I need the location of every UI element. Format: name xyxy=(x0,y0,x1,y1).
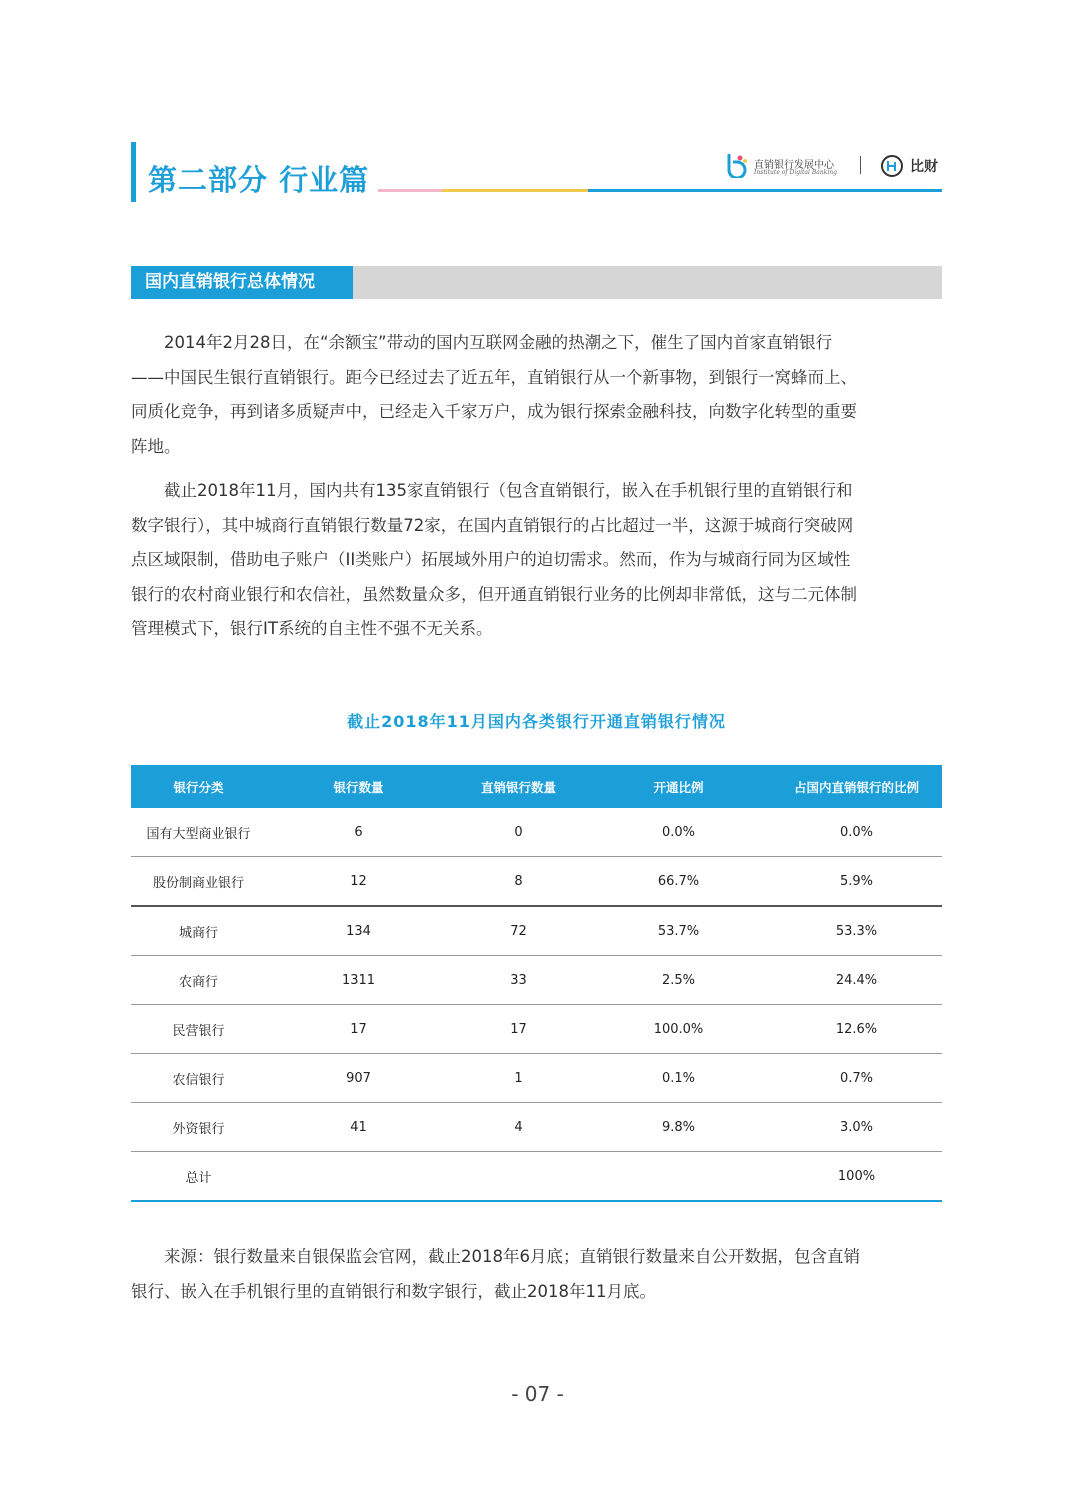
text-line: 阵地。 xyxy=(131,436,181,456)
text-line: 银行、嵌入在手机银行里的直销银行和数字银行，截止2018年11月底。 xyxy=(131,1281,656,1301)
table-cell: 民营银行 xyxy=(131,1005,266,1054)
table-cell: 城商行 xyxy=(131,906,266,956)
table-cell xyxy=(451,1152,586,1202)
column-header: 占国内直销银行的比例 xyxy=(771,765,942,808)
table-cell: 3.0% xyxy=(771,1103,942,1152)
table-cell: 0 xyxy=(451,808,586,857)
table-cell: 53.3% xyxy=(771,906,942,956)
column-header: 银行数量 xyxy=(266,765,451,808)
column-header: 开通比例 xyxy=(586,765,771,808)
table-cell: 12.6% xyxy=(771,1005,942,1054)
table-cell: 24.4% xyxy=(771,956,942,1005)
text-line: 来源：银行数量来自银保监会官网，截止2018年6月底；直销银行数量来自公开数据，包含直销 xyxy=(131,1247,860,1266)
table-cell: 8 xyxy=(451,857,586,907)
table-cell: 12 xyxy=(266,857,451,907)
bank-statistics-table xyxy=(131,765,942,1202)
idb-logo-english-name: Institute of Digital Banking xyxy=(754,169,837,176)
text-line: 同质化竞争，再到诸多质疑声中，已经走入千家万户，成为银行探索金融科技，向数字化转型的重要 xyxy=(131,402,857,421)
table-cell: 农商行 xyxy=(131,956,266,1005)
table-cell: 1311 xyxy=(266,956,451,1005)
table-total-row xyxy=(131,1152,942,1202)
table-cell: 4 xyxy=(451,1103,586,1152)
table-cell: 0.1% xyxy=(586,1054,771,1103)
text-line: 截止2018年11月，国内共有135家直销银行（包含直销银行，嵌入在手机银行里的直销银行和 xyxy=(131,481,853,500)
idb-logo-name: 直销银行发展中心 xyxy=(754,160,834,171)
table-cell: 17 xyxy=(266,1005,451,1054)
title-underline xyxy=(378,189,942,192)
table-cell: 总计 xyxy=(131,1152,266,1202)
table-row xyxy=(131,906,942,956)
table-cell: 100% xyxy=(771,1152,942,1202)
table-cell: 53.7% xyxy=(586,906,771,956)
table-cell: 0.0% xyxy=(586,808,771,857)
table-cell: 农信银行 xyxy=(131,1054,266,1103)
table-cell: 2.5% xyxy=(586,956,771,1005)
table-cell: 6 xyxy=(266,808,451,857)
table-cell: 134 xyxy=(266,906,451,956)
bicai-logo-name: 比财 xyxy=(910,159,938,175)
paragraph-source-note xyxy=(131,1240,942,1309)
text-line: 银行的农村商业银行和农信社，虽然数量众多，但开通直销银行业务的比例却非常低，这与二元体制 xyxy=(131,584,857,604)
table-row xyxy=(131,1054,942,1103)
column-header: 直销银行数量 xyxy=(451,765,586,808)
table-caption: 截止2018年11月国内各类银行开通直销银行情况 xyxy=(347,712,726,731)
bicai-logo-icon xyxy=(880,154,904,178)
table-row xyxy=(131,808,942,857)
table-cell: 907 xyxy=(266,1054,451,1103)
column-header: 银行分类 xyxy=(131,765,266,808)
table-cell: 66.7% xyxy=(586,857,771,907)
text-line: ——中国民生银行直销银行。距今已经过去了近五年，直销银行从一个新事物，到银行一窝蜂而上、 xyxy=(131,367,857,387)
page-number: - 07 - xyxy=(511,1382,564,1406)
table-cell: 72 xyxy=(451,906,586,956)
table-cell xyxy=(586,1152,771,1202)
table-cell: 1 xyxy=(451,1054,586,1103)
table-cell: 国有大型商业银行 xyxy=(131,808,266,857)
table-row xyxy=(131,857,942,907)
table-cell: 股份制商业银行 xyxy=(131,857,266,907)
table-cell: 0.7% xyxy=(771,1054,942,1103)
table-header-row xyxy=(131,765,942,808)
text-line: 2014年2月28日，在“余额宝”带动的国内互联网金融的热潮之下，催生了国内首家直销银行 xyxy=(131,333,833,352)
table-cell: 41 xyxy=(266,1103,451,1152)
text-line: 数字银行），其中城商行直销银行数量72家，在国内直销银行的占比超过一半，这源于城商行突破网 xyxy=(131,515,854,535)
table-cell: 5.9% xyxy=(771,857,942,907)
table-row xyxy=(131,956,942,1005)
text-line: 点区域限制，借助电子账户（II类账户）拓展域外用户的迫切需求。然而，作为与城商行同为区域性 xyxy=(131,550,851,569)
table-cell: 33 xyxy=(451,956,586,1005)
table-cell: 17 xyxy=(451,1005,586,1054)
text-line: 管理模式下，银行IT系统的自主性不强不无关系。 xyxy=(131,619,493,638)
paragraph-overview xyxy=(131,474,942,647)
table-cell: 外资银行 xyxy=(131,1103,266,1152)
section-title: 国内直销银行总体情况 xyxy=(131,266,353,299)
table-row xyxy=(131,1005,942,1054)
paragraph-intro xyxy=(131,326,942,464)
idb-logo-icon xyxy=(726,152,748,178)
table-cell: 0.0% xyxy=(771,808,942,857)
table-row xyxy=(131,1103,942,1152)
table-cell xyxy=(266,1152,451,1202)
page-title: 第二部分 行业篇 xyxy=(148,163,370,197)
logo-separator xyxy=(860,156,861,174)
title-accent-bar xyxy=(131,142,136,202)
table-cell: 100.0% xyxy=(586,1005,771,1054)
table-cell: 9.8% xyxy=(586,1103,771,1152)
